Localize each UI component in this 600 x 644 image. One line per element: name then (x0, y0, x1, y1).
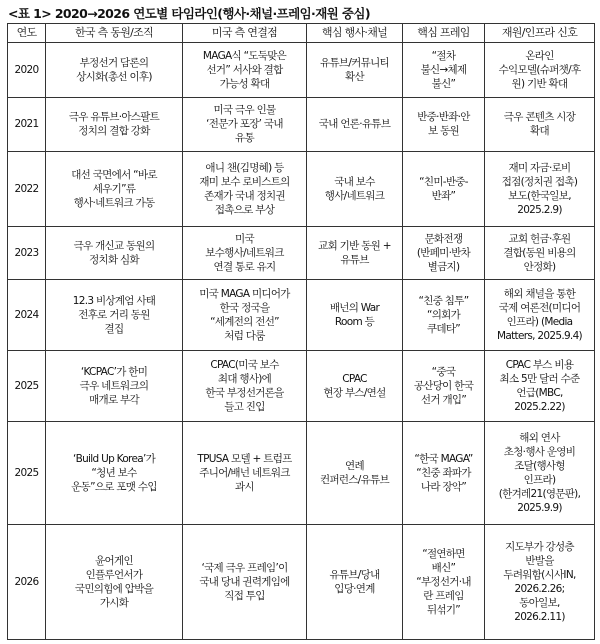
cell-line: 국내 보수 (334, 176, 375, 189)
cell-line: 들고 진입 (224, 400, 265, 413)
cell-line: 인프라) (523, 473, 556, 486)
cell-line: 미국 (235, 232, 254, 245)
table-cell (485, 227, 595, 279)
table-row (8, 227, 595, 279)
cell-line: 유튜브/커뮤니티 (320, 56, 389, 69)
table-cell (403, 350, 485, 421)
cell-line: “부정선거·내 (416, 575, 471, 588)
cell-line: ‘국제 극우 프레임’이 (201, 561, 288, 574)
timeline-table (7, 23, 595, 640)
table-cell (307, 227, 403, 279)
cell-line: 극우 네트워크의 (79, 379, 149, 392)
table-cell (183, 421, 307, 524)
cell-line: 배신” (431, 561, 456, 574)
cell-line: 인프라) (Media (506, 315, 573, 328)
cell-line: (반페미·반차 (416, 246, 471, 259)
cell-line: 유통 (235, 132, 254, 145)
cell-line: 공산당이 한국 (413, 379, 474, 392)
cell-line: 부정선거 담론의 (79, 56, 149, 69)
cell-line: CPAC 부스 비용 (505, 358, 574, 371)
table-row (8, 350, 595, 421)
cell-line: 교회 헌금·후원 (508, 232, 571, 245)
cell-line: 2025.9.9) (517, 501, 562, 514)
cell-line: 조달(행사형 (514, 459, 565, 472)
cell-line: 국내 언론·유튜브 (318, 118, 391, 131)
column-header: 핵심 프레임 (403, 24, 485, 43)
cell-line: “친미-반중- (419, 176, 468, 189)
cell-line: 보도(한국일보, (508, 190, 571, 203)
cell-line: (한겨레21(영문판), (498, 487, 581, 500)
cell-line: 지도부가 강성층 (505, 540, 574, 553)
cell-line: 한국 정국을 (219, 301, 270, 314)
table-row (8, 421, 595, 524)
cell-line: 최대 행사)에 (217, 372, 272, 385)
cell-line: 접점(정치권 접촉) (501, 176, 578, 189)
cell-line: 초청·행사 운영비 (503, 445, 576, 458)
table-cell (485, 350, 595, 421)
table-cell (46, 43, 183, 98)
table-cell (183, 152, 307, 227)
year-cell: 2021 (8, 97, 46, 152)
cell-line: 국민의힘에 압박을 (74, 582, 154, 595)
cell-line: 수익모델(슈퍼챗/후 (498, 63, 581, 76)
cell-line: 최소 5만 달러 수준 (499, 372, 580, 385)
table-cell (403, 524, 485, 639)
cell-line: 상시화(총선 이후) (76, 70, 152, 83)
cell-line: 문화전쟁 (424, 232, 463, 245)
cell-line: 2026.2.11) (514, 610, 565, 623)
table-caption: <표 1> 2020→2026 연도별 타임라인(행사·채널·프레임·재원 중심) (8, 6, 370, 21)
cell-line: 현장 부스/연설 (323, 386, 386, 399)
year-cell: 2026 (8, 524, 46, 639)
cell-line: 극우 개신교 동원의 (73, 239, 155, 252)
cell-line: 행사/네트워크 (324, 190, 385, 203)
table-cell (307, 97, 403, 152)
column-header: 핵심 행사·채널 (307, 24, 403, 43)
cell-line: 입당·연계 (334, 582, 375, 595)
cell-line: 국제 여론전(미디어 (498, 301, 581, 314)
cell-line: 국내 당내 권력게임에 (199, 575, 290, 588)
cell-line: 보수행사/네트워크 (205, 246, 284, 259)
table-cell (307, 350, 403, 421)
cell-line: 접촉으로 부상 (214, 204, 275, 217)
table-cell (46, 227, 183, 279)
cell-line: 2026.2.26; (514, 582, 565, 595)
cell-line: 언급(MBC, (516, 386, 563, 399)
cell-line: 한국 부정선거론을 (205, 386, 284, 399)
table-cell (46, 152, 183, 227)
cell-line: 확대 (530, 125, 549, 138)
cell-line: ‘Build Up Korea’가 (72, 452, 156, 465)
table-row (8, 152, 595, 227)
column-header: 재원/인프라 신호 (485, 24, 595, 43)
table-cell (307, 524, 403, 639)
cell-line: 유튜브/당내 (329, 568, 380, 581)
table-cell (46, 279, 183, 350)
cell-line: 결합(동원 비용의 (503, 246, 576, 259)
cell-line: 행사·네트워크 가동 (73, 197, 155, 210)
cell-line: ‘전문가 포장’ 국내 (206, 118, 283, 131)
cell-line: “절연하면 (422, 547, 465, 560)
year-cell: 2020 (8, 43, 46, 98)
cell-line: 선거 개입” (420, 393, 467, 406)
table-cell (485, 524, 595, 639)
cell-line: 나라 장악” (420, 480, 467, 493)
cell-line: 대선 국면에서 “바로 (71, 169, 157, 182)
cell-line: 뒤섞기” (426, 603, 461, 616)
cell-line: 배넌의 War (329, 301, 380, 314)
cell-line: “의회가 (426, 308, 461, 321)
cell-line: “친중 침투” (418, 294, 469, 307)
cell-line: 12.3 비상계엄 사태 (72, 294, 156, 307)
cell-line: 전후로 거리 동원 (78, 308, 150, 321)
cell-line: 란 프레임 (423, 589, 464, 602)
cell-line: 반중·반좌·안 (417, 111, 470, 124)
table-cell (183, 350, 307, 421)
cell-line: 보 동원 (428, 125, 459, 138)
table-cell (46, 350, 183, 421)
cell-line: 동아일보, (519, 596, 560, 609)
table-cell (183, 97, 307, 152)
cell-line: 유튜브 (340, 253, 369, 266)
year-cell: 2023 (8, 227, 46, 279)
cell-line: 재미 보수 로비스트의 (199, 176, 290, 189)
table-row (8, 279, 595, 350)
cell-line: “세계전의 전선” (210, 315, 279, 328)
column-header: 미국 측 연결점 (183, 24, 307, 43)
table-cell (183, 524, 307, 639)
year-cell: 2024 (8, 279, 46, 350)
cell-line: 정치의 결합 강화 (78, 125, 150, 138)
cell-line: 원) 기반 확대 (511, 77, 568, 90)
table-cell (307, 43, 403, 98)
cell-line: 별금지) (427, 260, 460, 273)
cell-line: “중국 (431, 365, 456, 378)
column-header: 연도 (8, 24, 46, 43)
cell-line: CPAC (342, 372, 367, 385)
cell-line: 선거” 서사와 결합 (206, 63, 283, 76)
cell-line: 온라인 (525, 49, 554, 62)
cell-line: 연결 통로 유지 (213, 260, 276, 273)
table-cell (485, 97, 595, 152)
table-row (8, 43, 595, 98)
table-cell (403, 152, 485, 227)
cell-line: 해외 연사 (519, 431, 560, 444)
cell-line: 결집 (104, 322, 124, 335)
cell-line: 윤어게인 (95, 554, 133, 567)
year-cell: 2025 (8, 421, 46, 524)
cell-line: 매개로 부각 (89, 393, 139, 406)
cell-line: 불신→체제 (420, 63, 467, 76)
cell-line: 2025.2.9) (517, 204, 562, 217)
table-cell (46, 524, 183, 639)
column-header: 한국 측 동원/조직 (46, 24, 183, 43)
cell-line: CPAC(미국 보수 (210, 358, 279, 371)
table-cell (307, 421, 403, 524)
cell-line: 불신” (431, 77, 456, 90)
cell-line: 극우 유튜브·아스팔트 (68, 111, 160, 124)
cell-line: 극우 콘텐츠 시장 (503, 111, 576, 124)
cell-line: “친중 좌파가 (416, 466, 471, 479)
cell-line: 애니 챈(김명혜) 등 (205, 162, 284, 175)
cell-line: 세우기”류 (92, 183, 136, 196)
table-row (8, 97, 595, 152)
table-cell (46, 421, 183, 524)
table-row (8, 524, 595, 639)
cell-line: 반좌” (431, 190, 456, 203)
cell-line: 교회 기반 동원 + (318, 239, 391, 252)
cell-line: 두려워함(시사IN, (503, 568, 576, 581)
cell-line: 정치화 심화 (89, 253, 139, 266)
cell-line: 가시화 (99, 596, 129, 609)
cell-line: 운동”으로 포맷 수입 (71, 480, 157, 493)
table-cell (485, 279, 595, 350)
table-cell (403, 421, 485, 524)
cell-line: 컨퍼런스/유튜브 (320, 473, 389, 486)
cell-line: 직접 투입 (224, 589, 265, 602)
cell-line: 확산 (345, 70, 364, 83)
cell-line: 가능성 확대 (219, 77, 270, 90)
cell-line: 과시 (235, 480, 254, 493)
table-cell (183, 279, 307, 350)
cell-line: TPUSA 모델 + 트럼프 (197, 452, 292, 465)
table-cell (403, 97, 485, 152)
cell-line: 쿠데타” (426, 322, 461, 335)
cell-line: 2025.2.22) (514, 400, 565, 413)
table-cell (183, 227, 307, 279)
cell-line: “한국 MAGA” (414, 452, 473, 465)
table-cell (46, 97, 183, 152)
cell-line: 인플루언서가 (85, 568, 143, 581)
cell-line: 미국 극우 인물 (213, 104, 276, 117)
table-cell (183, 43, 307, 98)
year-cell: 2022 (8, 152, 46, 227)
cell-line: 미국 MAGA 미디어가 (199, 287, 290, 300)
cell-line: 재미 자금·로비 (508, 162, 571, 175)
year-cell: 2025 (8, 350, 46, 421)
cell-line: ‘KCPAC’가 한미 (80, 365, 148, 378)
table-cell (485, 421, 595, 524)
cell-line: Matters, 2025.9.4) (497, 329, 582, 342)
cell-line: 해외 채널을 통한 (503, 287, 576, 300)
cell-line: Room 등 (334, 315, 375, 328)
table-cell (485, 43, 595, 98)
cell-line: “절차 (431, 49, 456, 62)
table-cell (307, 279, 403, 350)
cell-line: 처럼 다룸 (224, 329, 265, 342)
cell-line: 존재가 국내 정치권 (204, 190, 285, 203)
table-header-row (8, 24, 595, 43)
table-cell (485, 152, 595, 227)
cell-line: 안정화) (523, 260, 556, 273)
table-cell (403, 279, 485, 350)
table-cell (403, 227, 485, 279)
cell-line: 연례 (345, 459, 364, 472)
cell-line: MAGA식 “도둑맞은 (202, 49, 287, 62)
cell-line: 주니어/배넌 네트워크 (199, 466, 290, 479)
table-cell (403, 43, 485, 98)
table-cell (307, 152, 403, 227)
cell-line: 반발을 (525, 554, 554, 567)
cell-line: “청년 보수 (91, 466, 137, 479)
